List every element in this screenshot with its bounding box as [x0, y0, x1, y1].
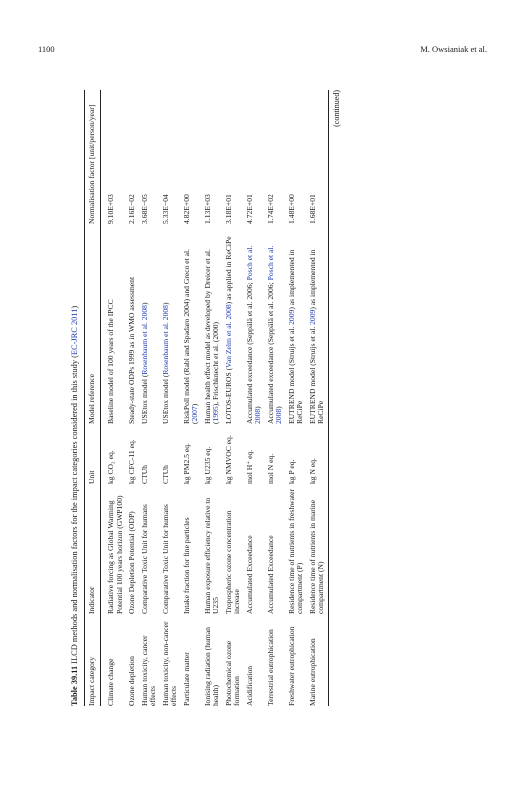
table-row: [101, 90, 127, 706]
normalisation-factor-cell: 9.10E+03: [106, 194, 116, 224]
normalisation-factor-cell: 3.18E+01: [223, 194, 233, 224]
normalisation-factor-cell: 1.74E+02: [265, 194, 275, 224]
citation-link[interactable]: 2009: [307, 309, 317, 325]
model-reference-cell: [139, 224, 160, 424]
model-reference-cell: [223, 224, 244, 424]
impact-category-cell: Photochemical ozone formation: [223, 640, 242, 706]
table-row: [139, 90, 160, 706]
model-reference-cell: [265, 224, 286, 424]
indicator-cell: Residence time of nutrients in freshwater compartment (P): [286, 488, 305, 614]
impact-category-cell: Terrestrial eutrophication: [265, 629, 275, 706]
model-reference-cell: [286, 224, 307, 424]
model-reference-cell: [202, 224, 223, 424]
column-header: Normalisation factor [unit/person/year]: [84, 90, 101, 224]
caption-text-end: ): [70, 305, 79, 309]
model-reference-tail: ): [274, 406, 284, 409]
model-reference-text: USEtox model (: [160, 374, 170, 424]
model-reference-cell: [181, 224, 202, 424]
model-reference-text: Steady-state ODPs 1999 as in WMO assessment: [127, 276, 137, 424]
normalisation-factor-cell: 5.33E−04: [160, 194, 170, 224]
impact-category-cell: Climate change: [106, 658, 116, 706]
model-reference-tail: ), Frischknecht et al. (2000): [211, 321, 221, 407]
impact-categories-table: [84, 90, 329, 706]
citation-link[interactable]: Rosenbaum et al. 2008: [160, 305, 170, 375]
model-reference-cell: [101, 224, 127, 424]
impact-category-cell: Marine eutrophication: [307, 614, 329, 706]
landscape-table-block: [70, 90, 486, 706]
indicator-cell: Accumulated Exceedance: [265, 535, 275, 614]
model-reference-text: Human health effect model as developed by Dreicer et al. (: [202, 249, 221, 424]
model-reference-tail: ): [160, 302, 170, 306]
table-row: [286, 90, 307, 706]
table-row: [181, 90, 202, 706]
table-caption: [70, 90, 80, 706]
citation-link[interactable]: Van Zelm et al. 2008: [223, 304, 233, 368]
normalisation-factor-cell: 1.68E+01: [307, 90, 329, 224]
citation-link[interactable]: 2009: [286, 309, 296, 325]
impact-category-cell: Freshwater eutrophication: [286, 626, 296, 706]
table-header-row: [84, 90, 101, 706]
indicator-cell: Human exposure efficiency relative to U235: [202, 497, 221, 614]
model-reference-cell: [160, 224, 181, 424]
impact-category-cell: Acidification: [244, 665, 254, 706]
model-reference-text: Accumulated exceedance (Seppälä et al. 2006;: [265, 280, 275, 424]
normalisation-factor-cell: 1.13E+03: [202, 194, 212, 224]
caption-text: ILCD methods and normalisation factors for the impact categories considered in this study (: [70, 355, 79, 664]
model-reference-text: EUTREND model (Struijs et al.: [286, 324, 296, 424]
model-reference-text: Baseline model of 100 years of the IPCC: [106, 299, 116, 424]
model-reference-tail: ): [190, 403, 200, 407]
model-reference-text: RiskPoll model (Rabl and Spadaro 2004) and Greco et al. (: [181, 248, 200, 424]
table-row: [160, 90, 181, 706]
column-header: Indicator: [84, 484, 101, 614]
unit-cell: kg U235 eq.: [202, 446, 212, 484]
model-reference-cell: [126, 224, 139, 424]
indicator-cell: Accumulated Exceedance: [244, 535, 254, 614]
table-row: [307, 90, 329, 706]
model-reference-text: USEtox model (: [139, 374, 149, 424]
model-reference-tail: ) as applied in ReCiPe: [223, 236, 233, 305]
citation-link[interactable]: Rosenbaum et al. 2008: [139, 305, 149, 375]
citation-link[interactable]: 1995: [211, 406, 221, 422]
normalisation-factor-cell: 4.82E+00: [181, 194, 191, 224]
indicator-cell: Comparative Toxic Unit for humans: [160, 504, 170, 614]
caption-citation-link[interactable]: EC-JRC 2011: [70, 308, 79, 356]
unit-cell: kg CO₂ eq.: [106, 450, 116, 484]
unit-cell: mol H⁺ eq.: [244, 449, 254, 484]
table-row: [126, 90, 139, 706]
normalisation-factor-cell: 1.48E+00: [286, 194, 296, 224]
table-row: [223, 90, 244, 706]
citation-link[interactable]: 2007: [190, 406, 200, 422]
impact-category-cell: Human toxicity, cancer effects: [139, 635, 158, 706]
unit-cell: mol N eq.: [265, 453, 275, 484]
column-header: Model reference: [84, 224, 101, 424]
table-row: [202, 90, 223, 706]
table-row: [265, 90, 286, 706]
model-reference-tail: ) as implemented in ReCiPe: [307, 249, 326, 424]
model-reference-tail: ) as implemented in ReCiPe: [286, 249, 305, 424]
page-number: 1100: [38, 44, 55, 54]
rotated-table-region: [70, 90, 486, 706]
normalisation-factor-cell: 3.68E−05: [139, 194, 149, 224]
indicator-cell: Tropospheric ozone concentration increase: [223, 510, 242, 614]
indicator-cell: Radiative forcing as Global Warming Potential 100 years horizon (GWP100): [106, 495, 124, 614]
indicator-cell: Ozone Depletion Potential (ODP): [127, 511, 137, 614]
model-reference-tail: ): [139, 302, 149, 306]
unit-cell: kg PM2.5 eq.: [181, 443, 191, 484]
running-header: M. Owsianiak et al.: [420, 44, 487, 54]
model-reference-text: EUTREND model (Struijs et al.: [307, 324, 317, 424]
indicator-cell: Residence time of nutrients in marine compartment (N): [307, 484, 329, 614]
column-header: Unit: [84, 424, 101, 484]
model-reference-tail: ): [253, 406, 263, 409]
normalisation-factor-cell: 2.16E−02: [127, 194, 137, 224]
impact-category-cell: Ionising radiation (human health): [202, 627, 221, 706]
model-reference-cell: [244, 224, 265, 424]
impact-category-cell: Human toxicity, non-cancer effects: [160, 621, 179, 706]
continued-note: (continued): [331, 90, 341, 127]
table-number: Table 39.11: [70, 665, 79, 706]
unit-cell: kg N eq.: [307, 424, 329, 484]
unit-cell: kg CFC-11 eq.: [127, 439, 137, 484]
citation-link[interactable]: Posch et al. 2008: [265, 245, 284, 424]
model-reference-cell: [307, 224, 329, 424]
unit-cell: kg NMVOC eq.: [223, 435, 233, 484]
impact-category-cell: Ozone depletion: [127, 656, 137, 706]
normalisation-factor-cell: 4.72E+01: [244, 194, 254, 224]
column-header: Impact category: [84, 614, 101, 706]
table-row: [244, 90, 265, 706]
unit-cell: CTUh: [160, 465, 170, 484]
impact-category-cell: Particulate matter: [181, 652, 191, 706]
indicator-cell: Intake fraction for fine particles: [181, 517, 191, 614]
model-reference-text: Accumulated exceedance (Seppälä et al. 2006;: [244, 280, 254, 424]
model-reference-text: LOTOS-EUROS (: [223, 367, 233, 424]
indicator-cell: Comparative Toxic Unit for humans: [139, 504, 149, 614]
unit-cell: kg P eq.: [286, 459, 296, 484]
unit-cell: CTUh: [139, 465, 149, 484]
citation-link[interactable]: Posch et al. 2008: [244, 245, 263, 424]
